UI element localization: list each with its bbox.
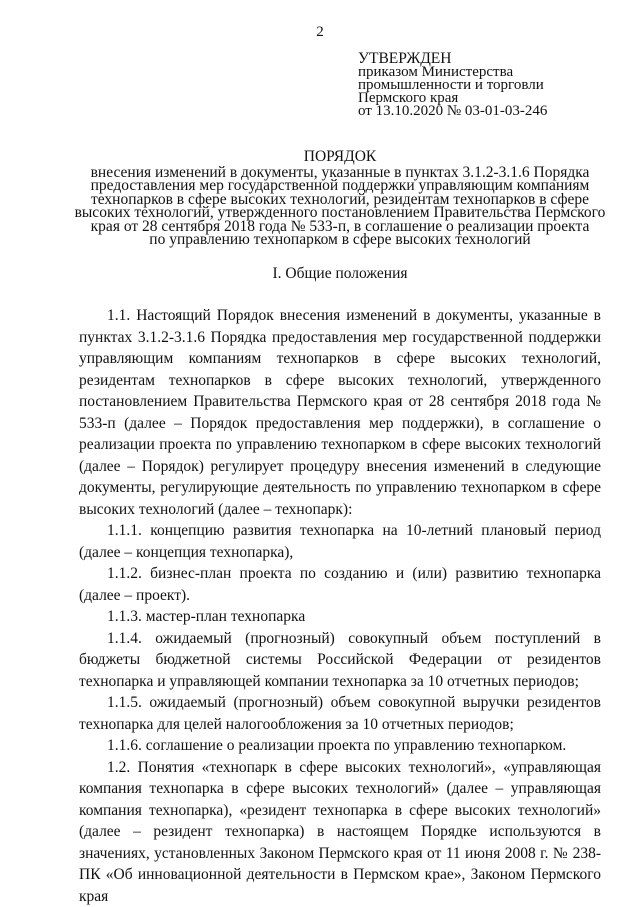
approval-line: промышленности и торговли	[358, 79, 628, 92]
approval-line: от 13.10.2020 № 03-01-03-246	[358, 105, 628, 118]
document-subtitle-line: технопарков в сфере высоких технологий, резидентам технопарков в сфере	[60, 193, 620, 207]
approval-heading: УТВЕРЖДЕН	[358, 52, 628, 65]
approval-line: приказом Министерства	[358, 66, 628, 79]
document-subtitle-line: по управлению технопарком в сфере высоких технологий	[60, 233, 620, 247]
paragraph: 1.1.3. мастер-план технопарка	[79, 606, 601, 628]
section-title: I. Общие положения	[60, 265, 620, 283]
paragraph: 1.1.1. концепцию развития технопарка на 10-летний плановый период (далее – концепция технопарка),	[79, 520, 601, 563]
document-title: ПОРЯДОК	[60, 150, 620, 164]
approval-line: Пермского края	[358, 92, 628, 105]
document-body	[79, 305, 601, 907]
paragraph: 1.1. Настоящий Порядок внесения изменений в документы, указанные в пунктах 3.1.2-3.1.6 Порядка предоставления мер государственной поддержки управляющим компаниям технопарков в сфере высоких технологий, резидентам технопарков в сфере высоких технологий, утвержденного постановлением Правительства Пермского края от 28 сентября 2018 года № 533-п (далее – Порядок предоставления мер поддержки), в соглашение о реализации проекта по управлению технопарком в сфере высоких технологий (далее – Порядок) регулирует процедуру внесения изменений в следующие документы, регулирующие деятельность по управлению технопарком в сфере высоких технологий (далее – технопарк):	[79, 305, 601, 520]
document-heading	[60, 150, 620, 247]
document-subtitle-line: предоставления мер государственной поддержки управляющим компаниям	[60, 179, 620, 193]
document-subtitle-line: внесения изменений в документы, указанные в пунктах 3.1.2-3.1.6 Порядка	[60, 166, 620, 180]
paragraph: 1.1.5. ожидаемый (прогнозный) объем совокупной выручки резидентов технопарка для целей налогообложения за 10 отчетных периодов;	[79, 692, 601, 735]
paragraph: 1.1.6. соглашение о реализации проекта по управлению технопарком.	[79, 735, 601, 757]
paragraph: 1.1.2. бизнес-план проекта по созданию и (или) развитию технопарка (далее – проект).	[79, 563, 601, 606]
document-subtitle-line: края от 28 сентября 2018 года № 533-п, в соглашение о реализации проекта	[60, 220, 620, 234]
page-number: 2	[0, 24, 640, 41]
approval-stamp	[358, 52, 628, 118]
paragraph: 1.2. Понятия «технопарк в сфере высоких технологий», «управляющая компания технопарка в сфере высоких технологий» (далее – управляющая компания технопарка), «резидент технопарка в сфере высоких технологий» (далее – резидент технопарка) в настоящем Порядке используются в значениях, установленных Законом Пермского края от 11 июня 2008 г. № 238-ПК «Об инновационной деятельности в Пермском крае», Законом Пермского края	[79, 757, 601, 907]
paragraph: 1.1.4. ожидаемый (прогнозный) совокупный объем поступлений в бюджеты бюджетной системы Российской Федерации от резидентов технопарка и управляющей компании технопарка за 10 отчетных периодов;	[79, 628, 601, 693]
document-subtitle-line: высоких технологий, утвержденного постановлением Правительства Пермского	[60, 206, 620, 220]
